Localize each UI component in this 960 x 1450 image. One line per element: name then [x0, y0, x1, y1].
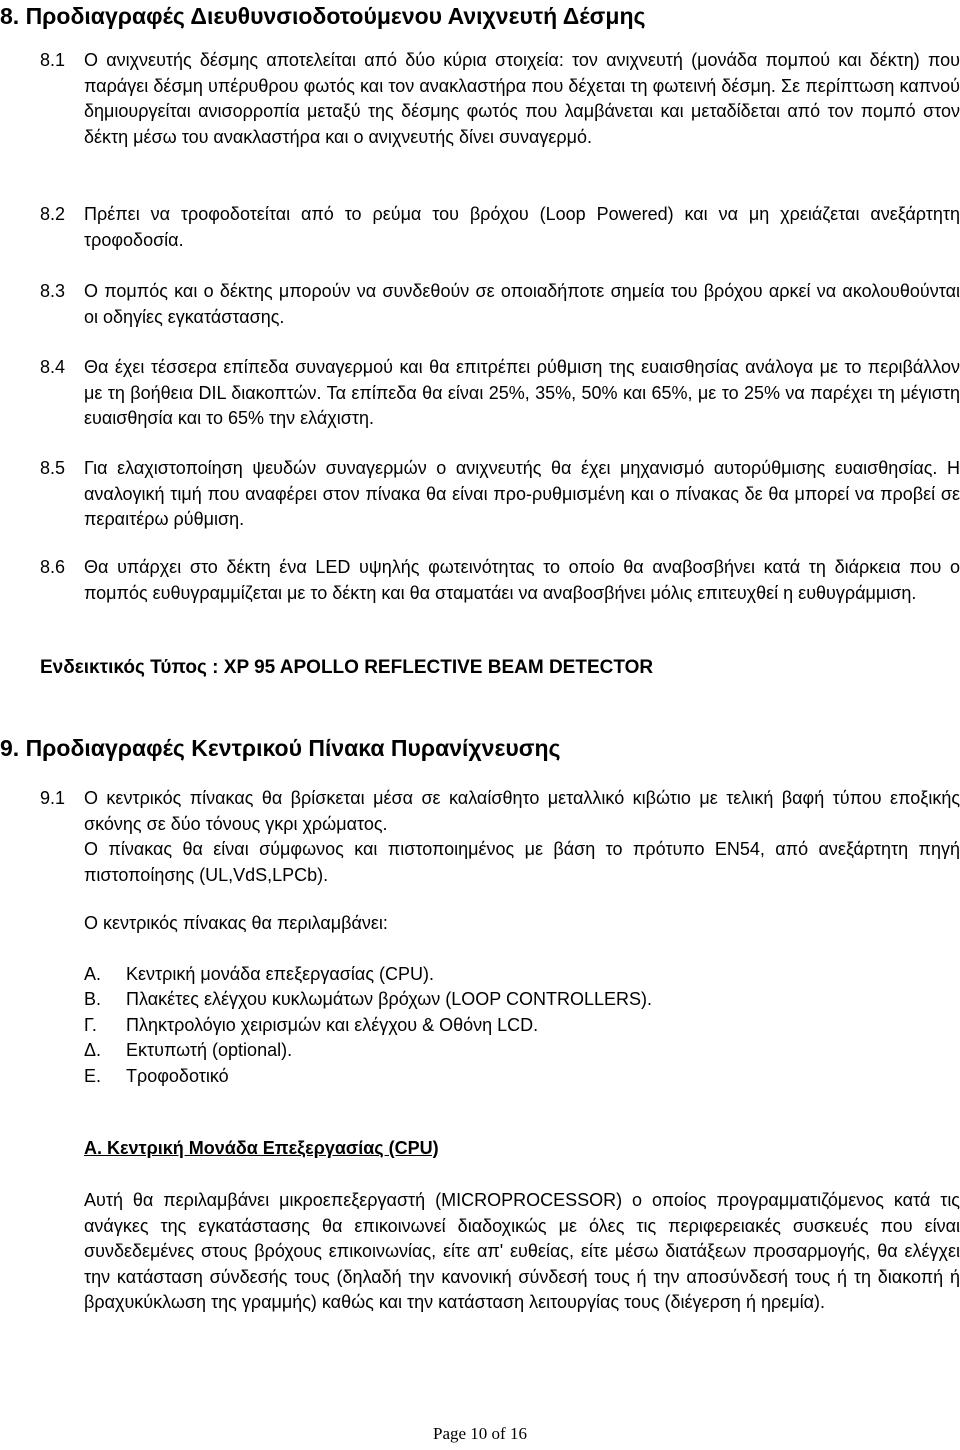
list-intro: Ο κεντρικός πίνακας θα περιλαμβάνει:	[84, 913, 388, 933]
list-letter: Γ.	[84, 1015, 97, 1035]
list-item	[84, 1038, 292, 1064]
list-letter: Α.	[84, 964, 102, 984]
paragraph-text: Ο ανιχνευτής δέσμης αποτελείται από δύο κύρια στοιχεία: τον ανιχνευτή (μονάδα πομπού και δέκτη) που παράγει δέσμη υπέρυθρου φωτός και τον ανακλαστήρα που δέχεται τη φωτεινή δέσμη. Σε περίπτωση καπνού δημιουργείται ανισορροπία μεταξύ της δέσμης φωτός που λαμβάνεται και μεταδίδεται από τον πομπό στον δέκτη μέσω του ανακλαστήρα και ο ανιχνευτής δίνει συναγερμό.	[84, 50, 960, 147]
paragraph-number: 8.1	[40, 50, 66, 70]
list-text: Κεντρική μονάδα επεξεργασίας (CPU).	[126, 964, 434, 984]
list-letter: Ε.	[84, 1066, 102, 1086]
list-letter: Δ.	[84, 1040, 102, 1060]
paragraph-text: Θα έχει τέσσερα επίπεδα συναγερμού και θα επιτρέπει ρύθμιση της ευαισθησίας ανάλογα με το περιβάλλον με τη βοήθεια DIL διακοπτών. Τα επίπεδα θα είναι 25%, 35%, 50% και 65%, με το 25% να παρέχει τη μέγιστη ευαισθησία και το 65% την ελάχιστη.	[84, 357, 960, 428]
paragraph-9-1-certification: Ο πίνακας θα είναι σύμφωνος και πιστοποιημένος με βάση το πρότυπο EN54, από ανεξάρτητη πηγή πιστοποίησης (UL,VdS,LPCb).	[84, 839, 960, 885]
list-item	[84, 1064, 229, 1090]
list-text: Εκτυπωτή (optional).	[126, 1040, 293, 1060]
paragraph-8-2	[40, 202, 960, 253]
paragraph-text: Πρέπει να τροφοδοτείται από το ρεύμα του βρόχου (Loop Powered) και να μη χρειάζεται ανεξάρτητη τροφοδοσία.	[84, 204, 960, 250]
paragraph-number: 8.6	[40, 557, 66, 577]
paragraph-9-1	[40, 786, 960, 837]
paragraph-number: 8.2	[40, 204, 66, 224]
paragraph-8-4	[40, 355, 960, 432]
type-line: Ενδεικτικός Τύπος : XP 95 APOLLO REFLECTIVE BEAM DETECTOR	[40, 657, 654, 678]
paragraph-text: Ο κεντρικός πίνακας θα βρίσκεται μέσα σε καλαίσθητο μεταλλικό κιβώτιο με τελική βαφή τύπου εποξικής σκόνης σε δύο τόνους γκρι χρώματος.	[84, 788, 960, 834]
list-text: Πλακέτες ελέγχου κυκλωμάτων βρόχων (LOOP CONTROLLERS).	[126, 989, 652, 1009]
paragraph-8-1	[40, 48, 960, 150]
paragraph-number: 9.1	[40, 788, 66, 808]
paragraph-8-6	[40, 555, 960, 606]
paragraph-text: Για ελαχιστοποίηση ψευδών συναγερμών ο ανιχνευτής θα έχει μηχανισμό αυτορύθμισης ευαισθησίας. Η αναλογική τιμή που αναφέρει στον πίνακα θα είναι προ-ρυθμισμένη και ο πίνακας δε θα μπορεί να προβεί σε περαιτέρω ρύθμιση.	[84, 458, 960, 529]
cpu-subheading: Α. Κεντρική Μονάδα Επεξεργασίας (CPU)	[84, 1138, 439, 1158]
list-text: Πληκτρολόγιο χειρισμών και ελέγχου & Οθόνη LCD.	[126, 1015, 539, 1035]
cpu-paragraph: Αυτή θα περιλαμβάνει μικροεπεξεργαστή (MICROPROCESSOR) ο οποίος προγραμματιζόμενος κατά τις ανάγκες της εγκατάστασης θα επικοινωνεί διαδοχικώς με όλες τις περιφερειακές συσκευές που είναι συνδεδεμένες στους βρόχους επικοινωνίας, είτε απ' ευθείας, είτε μέσω διατάξεων προσαρμογής, θα ελέγχει την κατάσταση σύνδεσής τους (δηλαδή την κανονική σύνδεσή τους ή την αποσύνδεσή τους ή τη διακοπή ή βραχυκύκλωση της γραμμής) καθώς και την κατάσταση λειτουργίας τους (διέγερση ή ηρεμία).	[84, 1190, 960, 1312]
paragraph-number: 8.5	[40, 458, 66, 478]
list-item	[84, 1013, 538, 1039]
paragraph-8-5	[40, 456, 960, 533]
list-item	[84, 962, 434, 988]
section-8-heading: 8. Προδιαγραφές Διευθυνσιοδοτούμενου Ανιχνευτή Δέσμης	[0, 3, 646, 29]
paragraph-8-3	[40, 279, 960, 330]
list-text: Τροφοδοτικό	[126, 1066, 229, 1086]
list-letter: Β.	[84, 989, 102, 1009]
paragraph-number: 8.4	[40, 357, 66, 377]
list-item	[84, 987, 652, 1013]
paragraph-text: Θα υπάρχει στο δέκτη ένα LED υψηλής φωτεινότητας το οποίο θα αναβοσβήνει κατά τη διάρκεια που ο πομπός ευθυγραμμίζεται με το δέκτη και θα σταματάει να αναβοσβήνει μόλις επιτευχθεί η ευθυγράμμιση.	[84, 557, 960, 603]
paragraph-number: 8.3	[40, 281, 66, 301]
section-9-heading: 9. Προδιαγραφές Κεντρικού Πίνακα Πυρανίχνευσης	[0, 735, 561, 761]
page-footer: Page 10 of 16	[433, 1424, 527, 1443]
paragraph-text: Ο πομπός και ο δέκτης μπορούν να συνδεθούν σε οποιαδήποτε σημεία του βρόχου αρκεί να ακολουθούνται οι οδηγίες εγκατάστασης.	[84, 281, 960, 327]
